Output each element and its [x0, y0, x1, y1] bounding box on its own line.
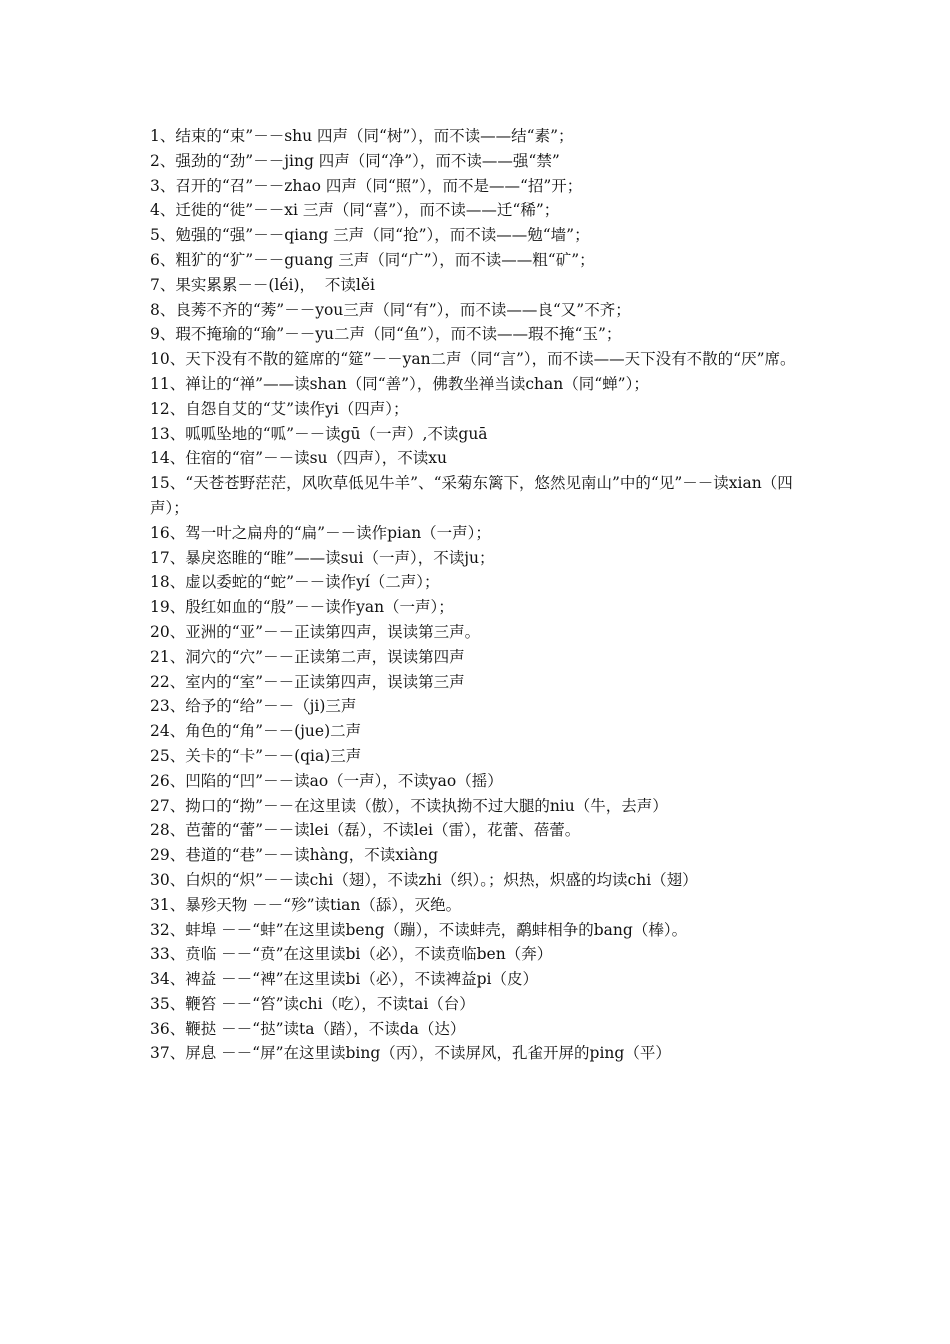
- entry-1: 1、结束的“束”－－shu 四声（同“树”），而不读——结“素”；: [150, 127, 574, 145]
- entry-3: 3、召开的“召”－－zhao 四声（同“照”），而不是——“招”开；: [150, 176, 583, 195]
- entry-32: 32、蚌埠 －－“蚌”在这里读beng（蹦），不读蚌壳，鹬蚌相争的bang（棒）。: [150, 920, 688, 939]
- entry-29: 29、巷道的“巷”－－读hàng，不读xiàng: [150, 846, 439, 865]
- entry-17: 17、暴戾恣睢的“睢”——读sui（一声），不读ju；: [150, 548, 495, 567]
- entry-7: 7、果实累累－－(léi)， 不读lěi: [150, 275, 375, 294]
- entry-36: 36、鞭挞 －－“挞”读ta（踏），不读da（达）: [150, 1019, 466, 1038]
- entry-16: 16、驾一叶之扁舟的“扁”－－读作pian（一声）；: [150, 523, 491, 542]
- entry-6: 6、粗犷的“犷”－－guang 三声（同“广”），而不读——粗“矿”；: [150, 250, 595, 269]
- entry-28: 28、芭蕾的“蕾”－－读lei（磊），不读lei（雷），花蕾、蓓蕾。: [150, 821, 581, 840]
- entry-10: 10、天下没有不散的筵席的“筵”－－yan二声（同“言”），而不读——天下没有不散的“厌”席。: [150, 350, 796, 369]
- entry-30: 30、白炽的“炽”－－读chi（翅），不读zhi（织）。；炽热，炽盛的均读chi（翅）: [150, 870, 698, 889]
- entry-19: 19、殷红如血的“殷”－－读作yan（一声）；: [150, 598, 454, 617]
- entry-25: 25、关卡的“卡”－－(qia)三声: [150, 746, 362, 765]
- entry-9: 9、瑕不掩瑜的“瑜”－－yu二声（同“鱼”），而不读——瑕不掩“玉”；: [150, 325, 622, 344]
- entry-34: 34、裨益 －－“裨”在这里读bi（必），不读裨益pi（皮）: [150, 970, 539, 989]
- entry-2: 2、强劲的“劲”－－jing 四声（同“净”），而不读——强“禁”: [150, 151, 560, 170]
- entry-26: 26、凹陷的“凹”－－读ao（一声），不读yao（摇）: [150, 771, 503, 790]
- entry-20: 20、亚洲的“亚”－－正读第四声，误读第三声。: [150, 622, 481, 641]
- entry-18: 18、虚以委蛇的“蛇”－－读作yí（二声）；: [150, 573, 440, 592]
- entry-27: 27、拗口的“拗”－－在这里读（傲），不读执拗不过大腿的niu（牛，去声）: [150, 796, 668, 815]
- entry-33: 33、贲临 －－“贲”在这里读bi（必），不读贲临ben（奔）: [150, 945, 553, 964]
- entry-15: 15、“天苍苍野茫茫，风吹草低见牛羊”、“采菊东篱下，悠然见南山”中的“见”－－读xian（四声）；: [150, 474, 793, 517]
- entry-8: 8、良莠不齐的“莠”－－you三声（同“有”），而不读——良“又”不齐；: [150, 300, 631, 319]
- entry-12: 12、自怨自艾的“艾”读作yi（四声）；: [150, 399, 409, 418]
- document-body: [150, 124, 810, 1066]
- entry-11: 11、禅让的“禅”——读shan（同“善”），佛教坐禅当读chan（同“蝉”）；: [150, 374, 649, 393]
- entry-37: 37、屏息 －－“屏”在这里读bing（丙），不读屏风，孔雀开屏的ping（平）: [150, 1044, 671, 1063]
- entry-24: 24、角色的“角”－－(jue)二声: [150, 722, 362, 741]
- entry-14: 14、住宿的“宿”－－读su（四声），不读xu: [150, 449, 447, 468]
- entry-22: 22、室内的“室”－－正读第四声，误读第三声: [150, 672, 465, 691]
- entry-35: 35、鞭笞 －－“笞”读chi（吃），不读tai（台）: [150, 994, 475, 1013]
- entry-5: 5、勉强的“强”－－qiang 三声（同“抢”），而不读——勉“墙”；: [150, 226, 590, 245]
- entry-13: 13、呱呱坠地的“呱”－－读gū（一声）,不读guā: [150, 424, 488, 443]
- entry-21: 21、洞穴的“穴”－－正读第二声，误读第四声: [150, 647, 465, 666]
- entry-4: 4、迁徙的“徙”－－xi 三声（同“喜”），而不读——迁“稀”；: [150, 201, 560, 220]
- entry-23: 23、给予的“给”－－（ji)三声: [150, 697, 357, 716]
- entry-31: 31、暴殄天物 －－“殄”读tian（舔），灭绝。: [150, 895, 462, 914]
